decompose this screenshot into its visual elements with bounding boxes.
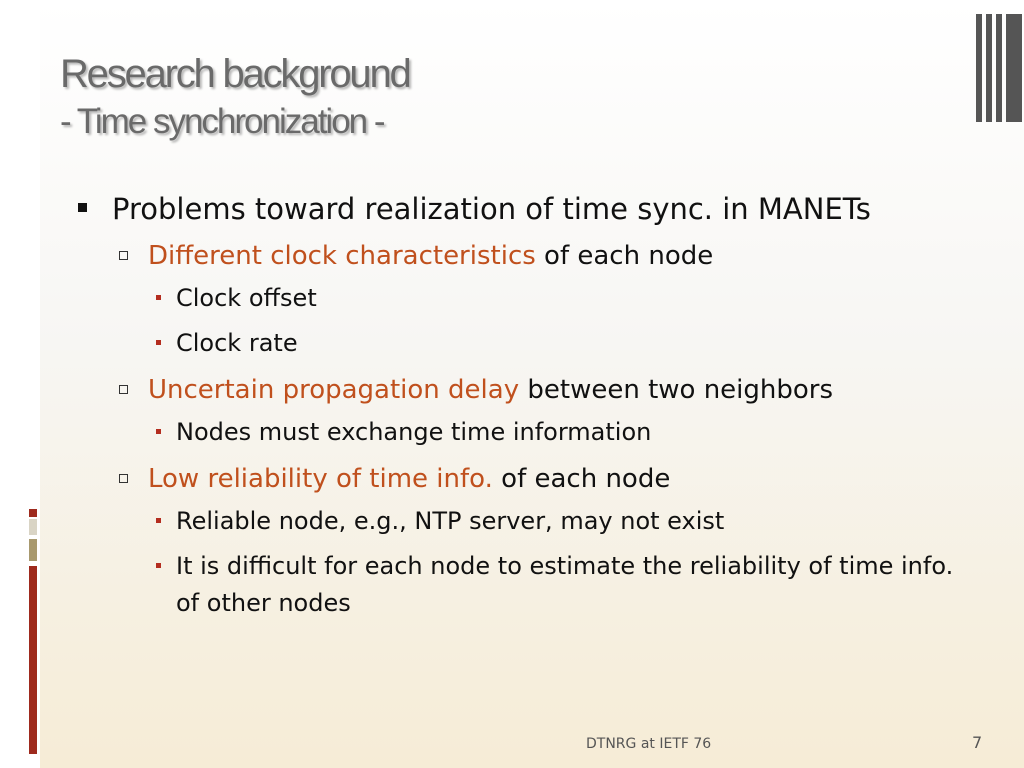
small-square-bullet-icon	[156, 429, 161, 434]
bullet-level3	[70, 548, 970, 622]
small-square-bullet-icon	[156, 518, 161, 523]
hollow-square-bullet-icon	[119, 251, 128, 260]
decor-segment-light	[29, 519, 37, 535]
hollow-square-bullet-icon	[119, 385, 128, 394]
hollow-square-bullet-icon	[119, 474, 128, 483]
bullet-level2	[70, 370, 970, 410]
slide-content	[70, 188, 970, 630]
bullet-text: between two neighbors	[519, 375, 834, 405]
bullet-text: Clock rate	[176, 329, 298, 357]
slide-footer: DTNRG at IETF 76	[586, 736, 712, 752]
bullet-text: Reliable node, e.g., NTP server, may not exist	[176, 507, 725, 535]
decor-segment-red-top	[29, 509, 37, 517]
bullet-text: of each node	[535, 241, 714, 271]
bullet-highlight-text: Low reliability of time info.	[148, 464, 493, 494]
decor-segment-red-long	[29, 566, 37, 754]
bullet-text: It is difficult for each node to estimate the reliability of time info. of other nodes	[176, 552, 954, 617]
bullet-level1	[70, 188, 970, 230]
corner-decor-mark	[976, 14, 1022, 122]
slide-title-block	[60, 48, 940, 144]
slide-subtitle: - Time synchronization -	[60, 102, 384, 141]
decor-segment-tan	[29, 539, 37, 561]
bullet-level3	[70, 325, 970, 362]
bullet-level2	[70, 236, 970, 276]
page-number: 7	[972, 733, 983, 752]
small-square-bullet-icon	[156, 340, 161, 345]
bullet-highlight-text: Different clock characteristics	[148, 241, 536, 271]
bullet-text: Clock offset	[176, 284, 317, 312]
bullet-text: Problems toward realization of time sync. in MANETs	[112, 192, 871, 226]
bullet-text: of each node	[492, 464, 671, 494]
bullet-level2	[70, 459, 970, 499]
slide-title: Research background	[60, 52, 410, 96]
square-bullet-icon	[78, 203, 87, 212]
small-square-bullet-icon	[156, 295, 161, 300]
bullet-text: Nodes must exchange time information	[176, 418, 652, 446]
bullet-level3	[70, 280, 970, 317]
bullet-level3	[70, 414, 970, 451]
bullet-level3	[70, 503, 970, 540]
bullet-highlight-text: Uncertain propagation delay	[148, 375, 520, 405]
small-square-bullet-icon	[156, 563, 161, 568]
